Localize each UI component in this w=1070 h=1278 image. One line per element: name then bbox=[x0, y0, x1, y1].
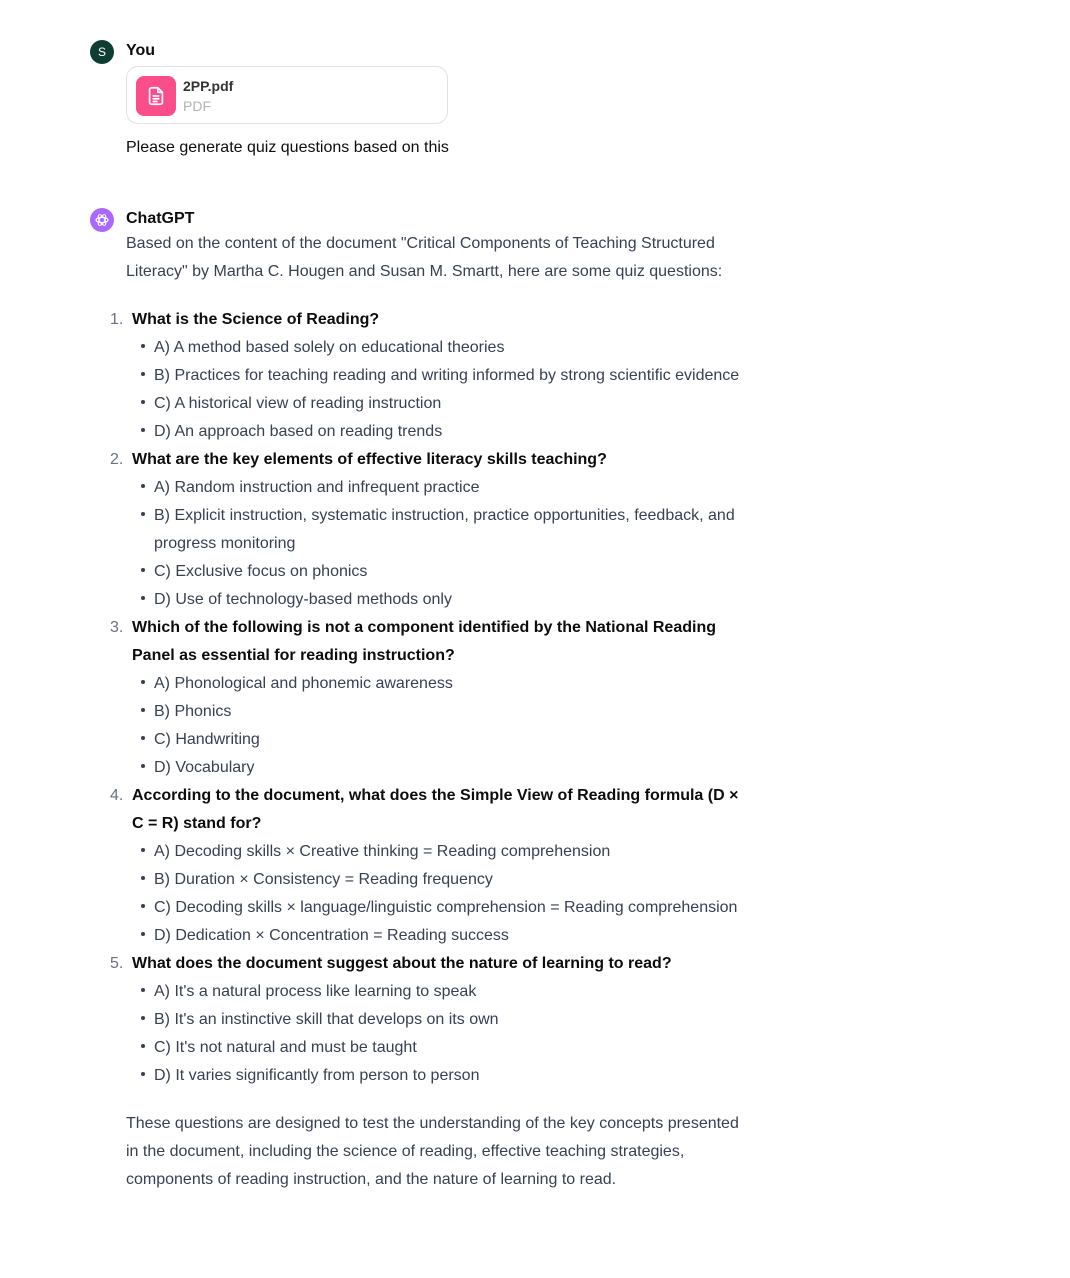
answer-option: A) Decoding skills × Creative thinking = Reading comprehension bbox=[132, 838, 746, 866]
answer-option: C) It's not natural and must be taught bbox=[132, 1034, 746, 1062]
question-text: What are the key elements of effective literacy skills teaching? bbox=[132, 451, 607, 468]
quiz-question bbox=[110, 446, 746, 614]
avatar-letter: S bbox=[97, 45, 106, 59]
user-author-name: You bbox=[126, 42, 156, 59]
answer-option: C) Handwriting bbox=[132, 726, 746, 754]
question-number: 4. bbox=[110, 787, 124, 804]
attachment-filetype: PDF bbox=[183, 98, 211, 114]
quiz-question bbox=[110, 614, 746, 782]
answer-option: D) Dedication × Concentration = Reading success bbox=[132, 922, 746, 950]
answer-option: D) Use of technology-based methods only bbox=[132, 586, 746, 614]
question-text: According to the document, what does the Simple View of Reading formula (D × C = R) stand for? bbox=[132, 787, 739, 832]
assistant-intro: Based on the content of the document "Critical Components of Teaching Structured Literacy" by Martha C. Hougen and Susan M. Smartt, here are some quiz questions: bbox=[126, 235, 723, 280]
document-icon bbox=[136, 76, 176, 116]
answer-option: B) Explicit instruction, systematic instruction, practice opportunities, feedback, and progress monitoring bbox=[132, 502, 746, 558]
quiz-question bbox=[110, 782, 746, 950]
quiz-question-list bbox=[110, 306, 746, 1090]
answer-option-list bbox=[132, 334, 746, 446]
user-message-text: Please generate quiz questions based on this bbox=[126, 139, 449, 156]
answer-option: A) It's a natural process like learning to speak bbox=[132, 978, 746, 1006]
question-number: 5. bbox=[110, 955, 124, 972]
question-number: 1. bbox=[110, 311, 124, 328]
answer-option: A) A method based solely on educational theories bbox=[132, 334, 746, 362]
answer-option-list bbox=[132, 474, 746, 614]
answer-option: C) Decoding skills × language/linguistic comprehension = Reading comprehension bbox=[132, 894, 746, 922]
question-text: What is the Science of Reading? bbox=[132, 311, 380, 328]
attachment-filename: 2PP.pdf bbox=[183, 78, 234, 94]
question-number: 3. bbox=[110, 619, 124, 636]
answer-option: A) Random instruction and infrequent practice bbox=[132, 474, 746, 502]
answer-option: B) Phonics bbox=[132, 698, 746, 726]
answer-option-list bbox=[132, 978, 746, 1090]
answer-option: A) Phonological and phonemic awareness bbox=[132, 670, 746, 698]
answer-option: D) Vocabulary bbox=[132, 754, 746, 782]
answer-option: D) An approach based on reading trends bbox=[132, 418, 746, 446]
question-text: Which of the following is not a component identified by the National Reading Panel as essential for reading instruction? bbox=[132, 619, 716, 664]
question-number: 2. bbox=[110, 451, 124, 468]
pdf-attachment-card[interactable] bbox=[126, 66, 448, 124]
assistant-author-name: ChatGPT bbox=[126, 210, 195, 227]
assistant-outro: These questions are designed to test the understanding of the key concepts presented in the document, including the science of reading, effective teaching strategies, components of reading instruction, and the nature of learning to read. bbox=[126, 1115, 739, 1188]
answer-option-list bbox=[132, 670, 746, 782]
quiz-question bbox=[110, 950, 746, 1090]
quiz-question bbox=[110, 306, 746, 446]
answer-option: B) Practices for teaching reading and writing informed by strong scientific evidence bbox=[132, 362, 746, 390]
openai-logo-icon bbox=[90, 208, 114, 232]
question-text: What does the document suggest about the nature of learning to read? bbox=[132, 955, 672, 972]
answer-option: B) It's an instinctive skill that develops on its own bbox=[132, 1006, 746, 1034]
user-avatar bbox=[90, 40, 114, 64]
assistant-message-body bbox=[110, 230, 746, 1194]
answer-option: B) Duration × Consistency = Reading frequency bbox=[132, 866, 746, 894]
answer-option: C) A historical view of reading instruction bbox=[132, 390, 746, 418]
answer-option: C) Exclusive focus on phonics bbox=[132, 558, 746, 586]
answer-option-list bbox=[132, 838, 746, 950]
answer-option: D) It varies significantly from person to person bbox=[132, 1062, 746, 1090]
